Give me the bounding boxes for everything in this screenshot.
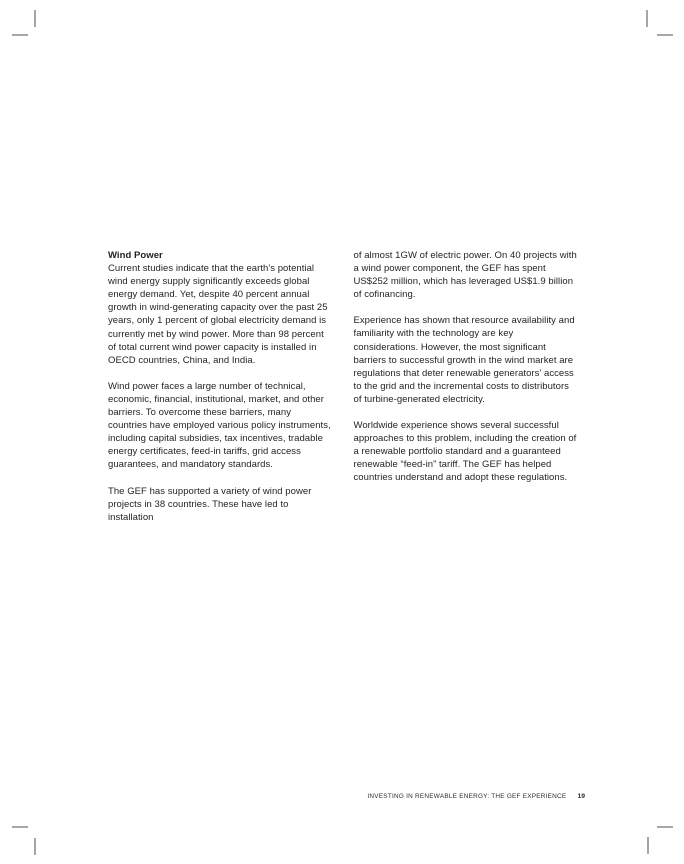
- crop-mark-bottom-left-horizontal: [12, 826, 28, 828]
- paragraph: Wind power faces a large number of technical, economic, financial, institutional, market, and other barriers. To overcome these barriers, many countries have employed various policy instruments, including capital subsidies, tax incentives, tradable energy certificates, feed-in tariffs, grid access guarantees, and mandatory standards.: [108, 380, 331, 471]
- paragraph: of almost 1GW of electric power. On 40 projects with a wind power component, the GEF has spent US$252 million, which has leveraged US$1.9 billion of cofinancing.: [353, 250, 577, 301]
- crop-mark-bottom-left-vertical: [34, 838, 36, 855]
- crop-mark-top-right-vertical: [646, 10, 648, 27]
- paragraph: Current studies indicate that the earth's potential wind energy supply significantly exceeds global energy demand. Yet, despite 40 percent annual growth in wind-generating capacity over the past 25 years, only 1 percent of global electricity demand is currently met by wind power. More than 98 percent of total current wind power capacity is installed in OECD countries, China, and India.: [108, 263, 328, 366]
- page-footer: [367, 793, 585, 800]
- crop-mark-top-left-horizontal: [12, 34, 28, 36]
- paragraph: Worldwide experience shows several successful approaches to this problem, including the creation of a renewable portfolio standard and a guaranteed renewable “feed-in” tariff. The GEF has helped countries understand and adopt these regulations.: [353, 420, 577, 484]
- paragraph: The GEF has supported a variety of wind power projects in 38 countries. These have led to installation: [108, 485, 312, 523]
- left-column: [108, 249, 333, 524]
- crop-mark-top-right-horizontal: [657, 34, 673, 36]
- crop-mark-bottom-right-horizontal: [657, 826, 673, 828]
- crop-mark-bottom-right-vertical: [647, 837, 649, 854]
- article-body: [108, 249, 578, 524]
- running-title: INVESTING IN RENEWABLE ENERGY: THE GEF EXPERIENCE: [367, 793, 567, 800]
- crop-mark-top-left-vertical: [34, 10, 36, 27]
- section-heading: Wind Power: [108, 250, 163, 261]
- right-column: [354, 249, 579, 524]
- paragraph: Experience has shown that resource availability and familiarity with the technology are key considerations. However, the most significant barriers to successful growth in the wind market are regulations that deter renewable generators' access to the grid and the incremental costs to distributors of turbine-generated electricity.: [353, 315, 575, 405]
- page-number: 19: [577, 793, 585, 800]
